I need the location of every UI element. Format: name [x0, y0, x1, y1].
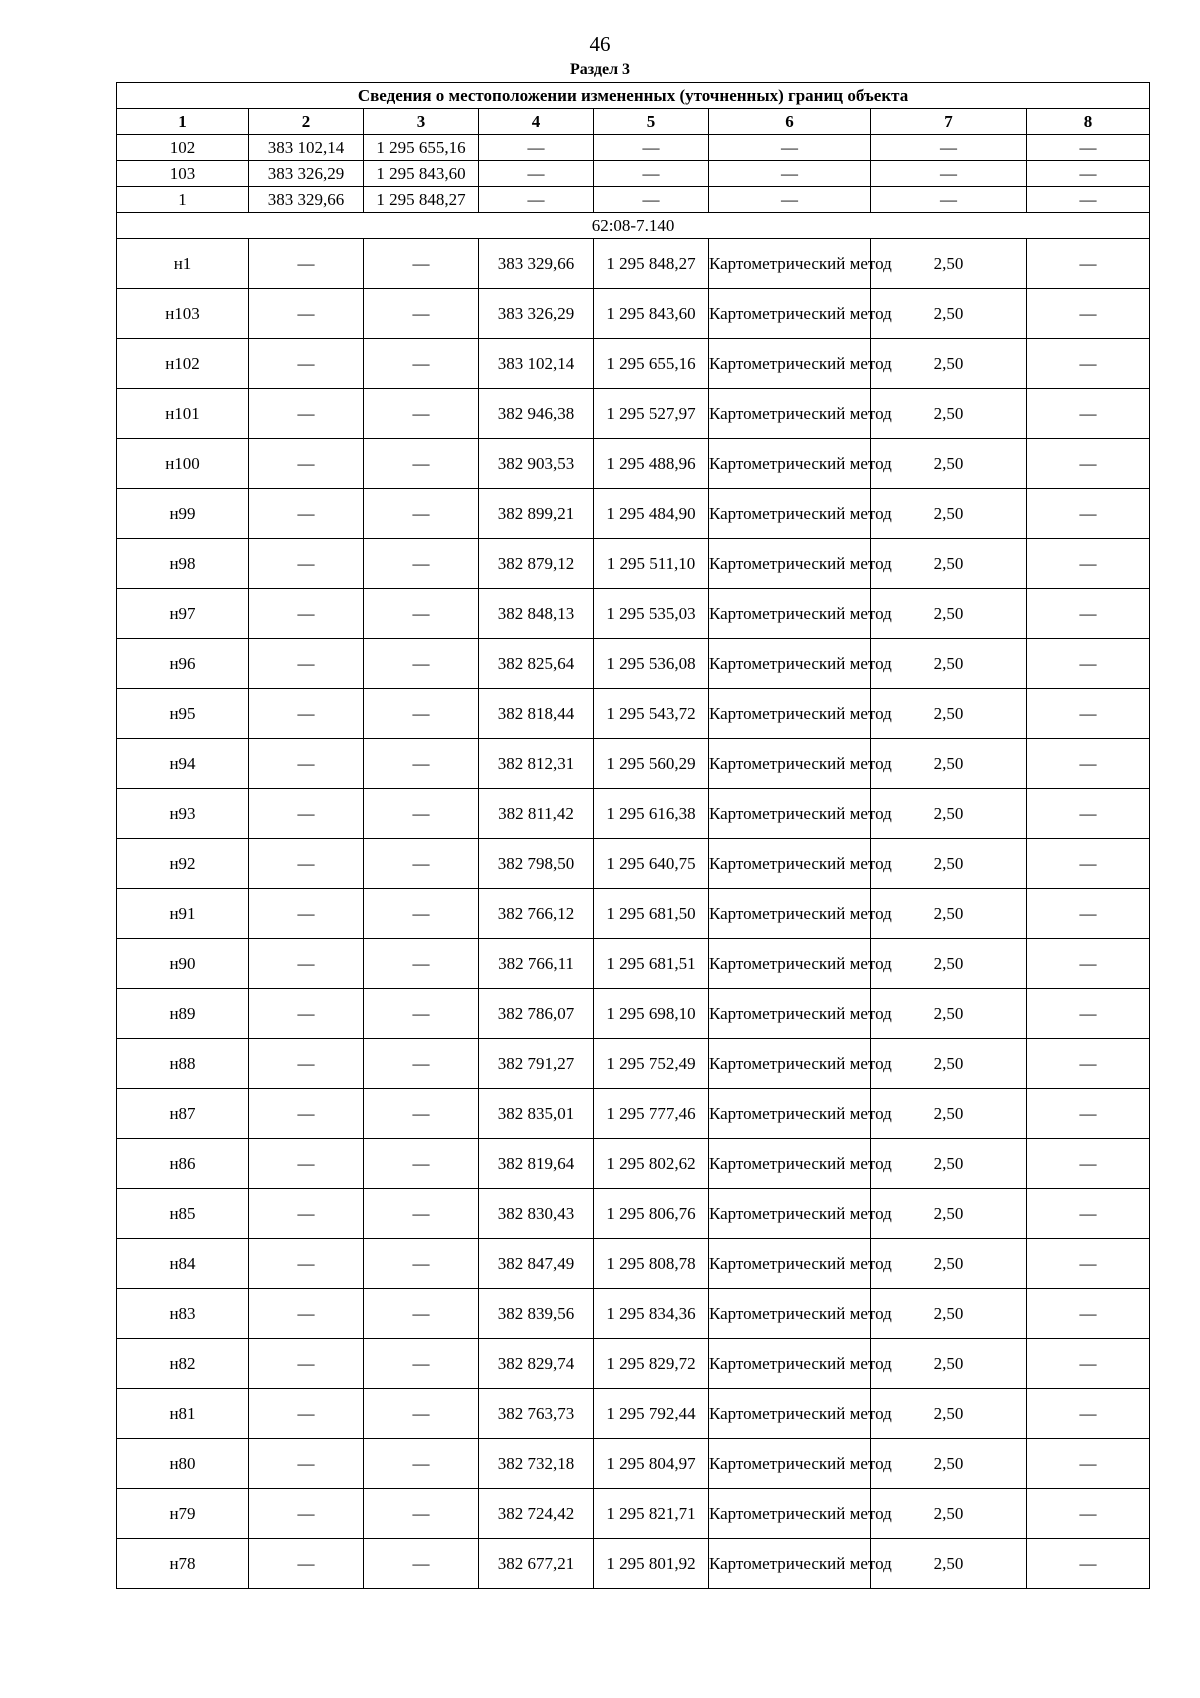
method-cell: Картометрический метод [709, 889, 871, 939]
table-row [117, 689, 1150, 739]
table-cell: н101 [117, 389, 249, 439]
table-cell: — [249, 789, 364, 839]
table-cell: н91 [117, 889, 249, 939]
table-cell: 103 [117, 161, 249, 187]
table-cell: — [364, 289, 479, 339]
table-cell: 382 786,07 [479, 989, 594, 1039]
table-cell: 1 295 640,75 [594, 839, 709, 889]
table-row [117, 589, 1150, 639]
table-cell: н90 [117, 939, 249, 989]
method-cell: Картометрический метод [709, 1139, 871, 1189]
group-row [117, 213, 1150, 239]
table-cell: — [1027, 489, 1150, 539]
table-row [117, 1539, 1150, 1589]
table-cell: 2,50 [871, 1439, 1027, 1489]
table-cell: н100 [117, 439, 249, 489]
table-row [117, 339, 1150, 389]
table-cell: — [249, 1439, 364, 1489]
table-cell: н87 [117, 1089, 249, 1139]
method-cell: Картометрический метод [709, 789, 871, 839]
table-cell: 2,50 [871, 1239, 1027, 1289]
table-cell: 383 326,29 [479, 289, 594, 339]
table-cell: 1 295 681,50 [594, 889, 709, 939]
table-cell: — [364, 689, 479, 739]
table-cell: — [249, 1389, 364, 1439]
table-cell: — [594, 135, 709, 161]
table-cell: 1 295 698,10 [594, 989, 709, 1039]
page-number: 46 [589, 32, 611, 56]
table-cell: 1 295 806,76 [594, 1189, 709, 1239]
table-cell: 102 [117, 135, 249, 161]
table-cell: — [364, 489, 479, 539]
table-cell: — [1027, 1189, 1150, 1239]
table-cell: — [1027, 289, 1150, 339]
table-cell: — [1027, 889, 1150, 939]
table-cell: — [249, 739, 364, 789]
table-cell: — [1027, 639, 1150, 689]
table-cell: н80 [117, 1439, 249, 1489]
table-cell: — [364, 789, 479, 839]
table-row [117, 739, 1150, 789]
table-cell: 2,50 [871, 739, 1027, 789]
table-cell: — [871, 187, 1027, 213]
table-cell: — [1027, 389, 1150, 439]
table-cell: 383 102,14 [249, 135, 364, 161]
table-cell: н102 [117, 339, 249, 389]
table-cell: 382 830,43 [479, 1189, 594, 1239]
method-cell: Картометрический метод [709, 1339, 871, 1389]
column-number: 7 [871, 109, 1027, 135]
table-cell: 1 295 752,49 [594, 1039, 709, 1089]
table-cell: 2,50 [871, 539, 1027, 589]
table-cell: — [249, 1139, 364, 1189]
table-cell: — [1027, 789, 1150, 839]
table-cell: — [594, 161, 709, 187]
table-cell: 382 835,01 [479, 1089, 594, 1139]
table-cell: 1 295 543,72 [594, 689, 709, 739]
table-cell: — [364, 1289, 479, 1339]
method-cell: Картометрический метод [709, 1489, 871, 1539]
table-cell: 2,50 [871, 689, 1027, 739]
table-row [117, 839, 1150, 889]
table-cell: 1 [117, 187, 249, 213]
table-cell: н86 [117, 1139, 249, 1189]
section-title: Раздел 3 [569, 61, 631, 78]
method-cell: Картометрический метод [709, 1289, 871, 1339]
table-cell: н98 [117, 539, 249, 589]
table-cell: — [249, 989, 364, 1039]
table-cell: — [364, 1139, 479, 1189]
table-cell: — [1027, 539, 1150, 589]
method-cell: Картометрический метод [709, 1239, 871, 1289]
table-cell: н94 [117, 739, 249, 789]
table-cell: 2,50 [871, 1189, 1027, 1239]
table-row [117, 489, 1150, 539]
table-row [117, 187, 1150, 213]
table-cell: 2,50 [871, 1339, 1027, 1389]
table-cell: 1 295 511,10 [594, 539, 709, 589]
group-label: 62:08-7.140 [117, 213, 1150, 239]
method-cell: Картометрический метод [709, 539, 871, 589]
table-cell: 1 295 848,27 [594, 239, 709, 289]
table-cell: — [364, 839, 479, 889]
table-cell: н92 [117, 839, 249, 889]
table-cell: 1 295 843,60 [594, 289, 709, 339]
table-cell: 382 847,49 [479, 1239, 594, 1289]
column-number: 4 [479, 109, 594, 135]
table-cell: 1 295 655,16 [594, 339, 709, 389]
column-number: 3 [364, 109, 479, 135]
table-cell: 382 825,64 [479, 639, 594, 689]
table-cell: — [1027, 239, 1150, 289]
method-cell: Картометрический метод [709, 1439, 871, 1489]
table-cell: 2,50 [871, 1389, 1027, 1439]
table-row [117, 939, 1150, 989]
table-cell: — [364, 439, 479, 489]
table-cell: — [249, 689, 364, 739]
table-cell: — [1027, 689, 1150, 739]
table-cell: н84 [117, 1239, 249, 1289]
table-cell: — [364, 339, 479, 389]
table-cell: 2,50 [871, 639, 1027, 689]
method-cell: Картометрический метод [709, 1539, 871, 1589]
table-cell: — [1027, 339, 1150, 389]
table-cell: — [249, 939, 364, 989]
table-cell: 2,50 [871, 239, 1027, 289]
table-cell: 1 295 655,16 [364, 135, 479, 161]
table-cell: 2,50 [871, 939, 1027, 989]
method-cell: Картометрический метод [709, 1189, 871, 1239]
table-cell: 2,50 [871, 1139, 1027, 1189]
table-row [117, 1489, 1150, 1539]
table-cell: — [1027, 1039, 1150, 1089]
method-cell: Картометрический метод [709, 639, 871, 689]
table-cell: 2,50 [871, 1039, 1027, 1089]
table-cell: н78 [117, 1539, 249, 1589]
table-cell: 382 763,73 [479, 1389, 594, 1439]
table-cell: н97 [117, 589, 249, 639]
table-row [117, 539, 1150, 589]
table-cell: 1 295 834,36 [594, 1289, 709, 1339]
table-cell: — [364, 1439, 479, 1489]
table-cell: 382 899,21 [479, 489, 594, 539]
table-cell: — [249, 1339, 364, 1389]
table-cell: — [249, 1189, 364, 1239]
table-cell: 2,50 [871, 839, 1027, 889]
table-cell: — [1027, 589, 1150, 639]
table-cell: — [1027, 839, 1150, 889]
table-cell: — [364, 389, 479, 439]
table-cell: 1 295 535,03 [594, 589, 709, 639]
table-cell: — [364, 939, 479, 989]
table-cell: — [364, 989, 479, 1039]
table-row [117, 1239, 1150, 1289]
table-cell: н95 [117, 689, 249, 739]
table-cell: 383 326,29 [249, 161, 364, 187]
table-cell: н79 [117, 1489, 249, 1539]
table-cell: 2,50 [871, 489, 1027, 539]
table-cell: 1 295 804,97 [594, 1439, 709, 1489]
table-cell: 1 295 843,60 [364, 161, 479, 187]
method-cell: Картометрический метод [709, 289, 871, 339]
table-cell: н1 [117, 239, 249, 289]
table-cell: 1 295 821,71 [594, 1489, 709, 1539]
table-cell: н81 [117, 1389, 249, 1439]
table-cell: — [594, 187, 709, 213]
table-cell: — [364, 239, 479, 289]
table-cell: — [249, 239, 364, 289]
table-cell: — [364, 1489, 479, 1539]
table-cell: н93 [117, 789, 249, 839]
table-cell: 2,50 [871, 1289, 1027, 1339]
table-cell: 2,50 [871, 1489, 1027, 1539]
table-cell: — [1027, 989, 1150, 1039]
table-cell: 2,50 [871, 439, 1027, 489]
table-cell: — [709, 187, 871, 213]
table-row [117, 889, 1150, 939]
table-cell: — [249, 289, 364, 339]
table-cell: 382 798,50 [479, 839, 594, 889]
table-cell: 1 295 792,44 [594, 1389, 709, 1439]
table-cell: 382 839,56 [479, 1289, 594, 1339]
table-cell: 382 724,42 [479, 1489, 594, 1539]
table-cell: 1 295 848,27 [364, 187, 479, 213]
table-cell: — [1027, 1439, 1150, 1489]
column-number: 5 [594, 109, 709, 135]
table-cell: 1 295 484,90 [594, 489, 709, 539]
table-cell: — [364, 739, 479, 789]
table-cell: — [1027, 1339, 1150, 1389]
table-row [117, 239, 1150, 289]
table-cell: — [249, 1039, 364, 1089]
table-cell: — [1027, 1089, 1150, 1139]
table-cell: 2,50 [871, 289, 1027, 339]
table-cell: 382 732,18 [479, 1439, 594, 1489]
table-cell: 1 295 801,92 [594, 1539, 709, 1589]
table-row [117, 1139, 1150, 1189]
table-cell: 1 295 808,78 [594, 1239, 709, 1289]
table-cell: 382 879,12 [479, 539, 594, 589]
table-cell: 2,50 [871, 1539, 1027, 1589]
table-row [117, 1339, 1150, 1389]
table-cell: 382 812,31 [479, 739, 594, 789]
column-number: 8 [1027, 109, 1150, 135]
table-cell: 2,50 [871, 889, 1027, 939]
table-cell: — [709, 161, 871, 187]
table-cell: — [1027, 135, 1150, 161]
table-cell: — [479, 135, 594, 161]
table-cell: 1 295 488,96 [594, 439, 709, 489]
table-caption-row [117, 83, 1150, 109]
table-cell: — [249, 839, 364, 889]
table-cell: — [364, 1239, 479, 1289]
table-row [117, 1189, 1150, 1239]
table-row [117, 389, 1150, 439]
method-cell: Картометрический метод [709, 439, 871, 489]
table-cell: — [249, 1289, 364, 1339]
table-cell: 2,50 [871, 1089, 1027, 1139]
table-cell: — [249, 489, 364, 539]
table-cell: — [364, 1089, 479, 1139]
table-cell: н88 [117, 1039, 249, 1089]
method-cell: Картометрический метод [709, 1039, 871, 1089]
coordinates-table [116, 82, 1150, 1589]
column-number: 2 [249, 109, 364, 135]
table-cell: 382 818,44 [479, 689, 594, 739]
table-cell: — [1027, 1539, 1150, 1589]
method-cell: Картометрический метод [709, 1089, 871, 1139]
table-cell: — [249, 439, 364, 489]
table-cell: 2,50 [871, 989, 1027, 1039]
table-cell: — [364, 1039, 479, 1089]
table-cell: 382 819,64 [479, 1139, 594, 1189]
table-cell: 2,50 [871, 589, 1027, 639]
table-cell: 382 848,13 [479, 589, 594, 639]
table-row [117, 1389, 1150, 1439]
table-cell: — [364, 539, 479, 589]
table-cell: — [249, 639, 364, 689]
table-cell: — [1027, 161, 1150, 187]
table-cell: — [364, 889, 479, 939]
table-cell: 1 295 536,08 [594, 639, 709, 689]
table-cell: 382 791,27 [479, 1039, 594, 1089]
table-cell: н85 [117, 1189, 249, 1239]
table-cell: 1 295 777,46 [594, 1089, 709, 1139]
table-row [117, 135, 1150, 161]
table-cell: 382 677,21 [479, 1539, 594, 1589]
table-row [117, 789, 1150, 839]
table-row [117, 161, 1150, 187]
table-cell: — [364, 1539, 479, 1589]
table-cell: — [364, 1389, 479, 1439]
table-row [117, 1289, 1150, 1339]
method-cell: Картометрический метод [709, 339, 871, 389]
table-cell: 382 766,12 [479, 889, 594, 939]
table-cell: 1 295 681,51 [594, 939, 709, 989]
table-cell: — [1027, 1389, 1150, 1439]
table-cell: 1 295 560,29 [594, 739, 709, 789]
method-cell: Картометрический метод [709, 739, 871, 789]
table-cell: 382 766,11 [479, 939, 594, 989]
table-cell: н83 [117, 1289, 249, 1339]
table-row [117, 1439, 1150, 1489]
method-cell: Картометрический метод [709, 1389, 871, 1439]
table-cell: 383 102,14 [479, 339, 594, 389]
table-cell: — [249, 1489, 364, 1539]
table-cell: н96 [117, 639, 249, 689]
table-cell: — [249, 589, 364, 639]
table-cell: — [249, 1089, 364, 1139]
table-row [117, 289, 1150, 339]
table-cell: — [1027, 1139, 1150, 1189]
column-number-row [117, 109, 1150, 135]
table-cell: 2,50 [871, 339, 1027, 389]
table-cell: 2,50 [871, 789, 1027, 839]
table-cell: н103 [117, 289, 249, 339]
table-row [117, 439, 1150, 489]
table-cell: 1 295 527,97 [594, 389, 709, 439]
table-cell: — [364, 1189, 479, 1239]
table-cell: — [479, 187, 594, 213]
table-cell: н99 [117, 489, 249, 539]
table-cell: — [364, 639, 479, 689]
table-cell: — [249, 1239, 364, 1289]
table-cell: — [871, 161, 1027, 187]
table-caption: Сведения о местоположении измененных (уточненных) границ объекта [117, 83, 1150, 109]
table-cell: н82 [117, 1339, 249, 1389]
table-row [117, 989, 1150, 1039]
method-cell: Картометрический метод [709, 589, 871, 639]
table-cell: 1 295 829,72 [594, 1339, 709, 1389]
table-cell: — [1027, 939, 1150, 989]
table-cell: 382 811,42 [479, 789, 594, 839]
table-cell: — [1027, 1239, 1150, 1289]
method-cell: Картометрический метод [709, 689, 871, 739]
table-cell: — [364, 1339, 479, 1389]
table-cell: 383 329,66 [249, 187, 364, 213]
method-cell: Картометрический метод [709, 239, 871, 289]
table-cell: — [249, 889, 364, 939]
table-cell: — [479, 161, 594, 187]
table-cell: — [249, 339, 364, 389]
table-cell: 382 946,38 [479, 389, 594, 439]
table-row [117, 1089, 1150, 1139]
table-cell: — [249, 1539, 364, 1589]
table-cell: — [249, 389, 364, 439]
method-cell: Картометрический метод [709, 989, 871, 1039]
table-cell: — [1027, 1489, 1150, 1539]
table-cell: 2,50 [871, 389, 1027, 439]
table-row [117, 639, 1150, 689]
method-cell: Картометрический метод [709, 489, 871, 539]
method-cell: Картометрический метод [709, 839, 871, 889]
column-number: 1 [117, 109, 249, 135]
column-number: 6 [709, 109, 871, 135]
table-cell: — [249, 539, 364, 589]
table-cell: — [709, 135, 871, 161]
table-cell: — [1027, 1289, 1150, 1339]
table-cell: 383 329,66 [479, 239, 594, 289]
table-cell: 382 829,74 [479, 1339, 594, 1389]
table-cell: 1 295 802,62 [594, 1139, 709, 1189]
method-cell: Картометрический метод [709, 939, 871, 989]
table-row [117, 1039, 1150, 1089]
table-cell: — [364, 589, 479, 639]
table-cell: — [871, 135, 1027, 161]
method-cell: Картометрический метод [709, 389, 871, 439]
table-cell: 1 295 616,38 [594, 789, 709, 839]
table-cell: — [1027, 739, 1150, 789]
table-cell: — [1027, 439, 1150, 489]
table-cell: — [1027, 187, 1150, 213]
table-cell: н89 [117, 989, 249, 1039]
table-cell: 382 903,53 [479, 439, 594, 489]
